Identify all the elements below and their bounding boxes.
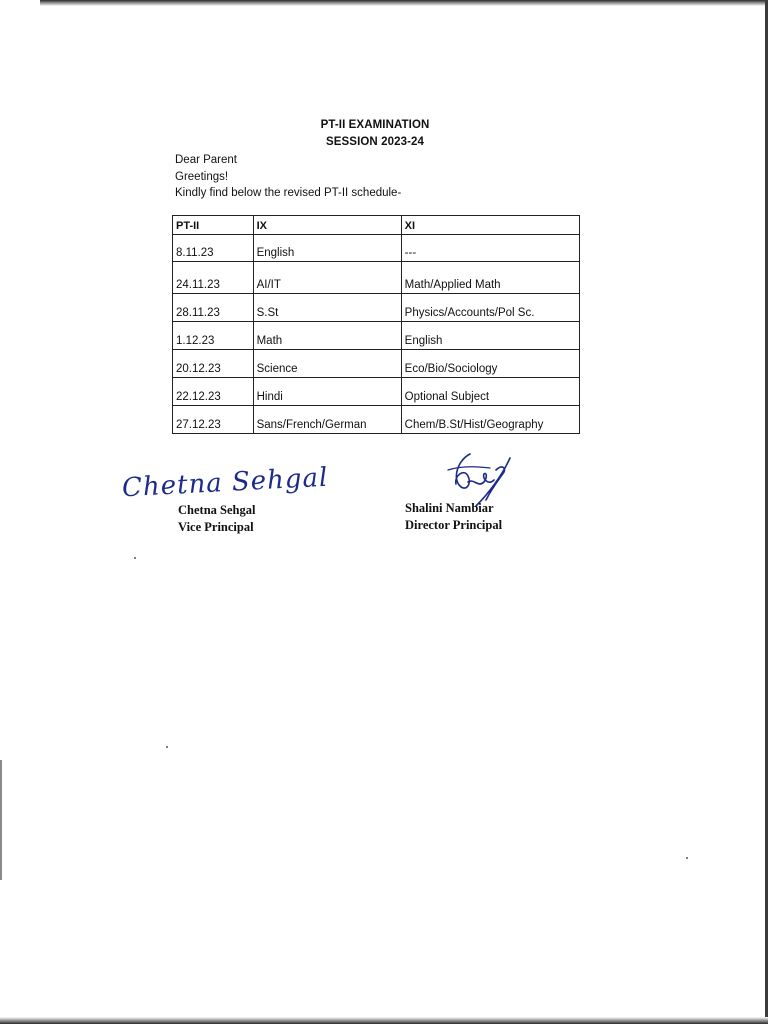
director-principal-title: Director Principal	[405, 518, 503, 532]
document-heading	[250, 117, 500, 151]
heading-line-1: PT-II EXAMINATION	[320, 119, 430, 131]
class-ix-cell: Hindi	[253, 378, 401, 406]
class-ix-cell: AI/IT	[253, 262, 401, 294]
header-cell-xi: XI	[401, 216, 579, 235]
scan-speck	[134, 557, 136, 559]
intro-text	[175, 152, 401, 202]
scan-edge-left	[0, 760, 2, 880]
date-cell: 27.12.23	[173, 406, 254, 434]
heading-line-2: SESSION 2023-24	[325, 136, 425, 148]
vice-principal-signature: Chetna Sehgal	[121, 462, 330, 504]
scan-edge-top	[40, 0, 768, 6]
class-xi-cell: Chem/B.St/Hist/Geography	[401, 406, 579, 434]
class-xi-cell: Math/Applied Math	[401, 262, 579, 294]
salutation: Dear Parent	[175, 154, 238, 166]
class-xi-cell: ---	[401, 235, 579, 262]
scan-speck	[686, 857, 688, 859]
class-ix-cell: Science	[253, 350, 401, 378]
vice-principal-title: Vice Principal	[178, 520, 254, 534]
schedule-table	[172, 215, 580, 434]
greeting: Greetings!	[175, 170, 229, 183]
table-row	[173, 350, 580, 378]
table-header-row	[173, 216, 580, 235]
class-ix-cell: S.St	[253, 294, 401, 322]
intro-message: Kindly find below the revised PT-II schedule-	[175, 187, 402, 199]
table-row	[173, 406, 580, 434]
table-row	[173, 262, 580, 294]
header-cell-pt: PT-II	[173, 216, 254, 235]
table-row	[173, 378, 580, 406]
date-cell: 20.12.23	[173, 350, 254, 378]
scan-edge-bottom	[0, 1017, 768, 1024]
date-cell: 1.12.23	[173, 322, 254, 350]
date-cell: 24.11.23	[173, 262, 254, 294]
vice-principal-name: Chetna Sehgal	[178, 503, 256, 517]
scan-speck	[166, 746, 168, 748]
class-ix-cell: Sans/French/German	[253, 406, 401, 434]
date-cell: 22.12.23	[173, 378, 254, 406]
class-xi-cell: Eco/Bio/Sociology	[401, 350, 579, 378]
table-row	[173, 235, 580, 262]
class-ix-cell: Math	[253, 322, 401, 350]
class-xi-cell: Optional Subject	[401, 378, 579, 406]
vice-principal-block	[178, 502, 255, 536]
class-ix-cell: English	[253, 235, 401, 262]
date-cell: 28.11.23	[173, 294, 254, 322]
class-xi-cell: Physics/Accounts/Pol Sc.	[401, 294, 579, 322]
director-principal-block	[405, 500, 502, 534]
date-cell: 8.11.23	[173, 235, 254, 262]
director-principal-name: Shalini Nambiar	[405, 501, 494, 515]
class-xi-cell: English	[401, 322, 579, 350]
header-cell-ix: IX	[253, 216, 401, 235]
table-row	[173, 322, 580, 350]
table-row	[173, 294, 580, 322]
